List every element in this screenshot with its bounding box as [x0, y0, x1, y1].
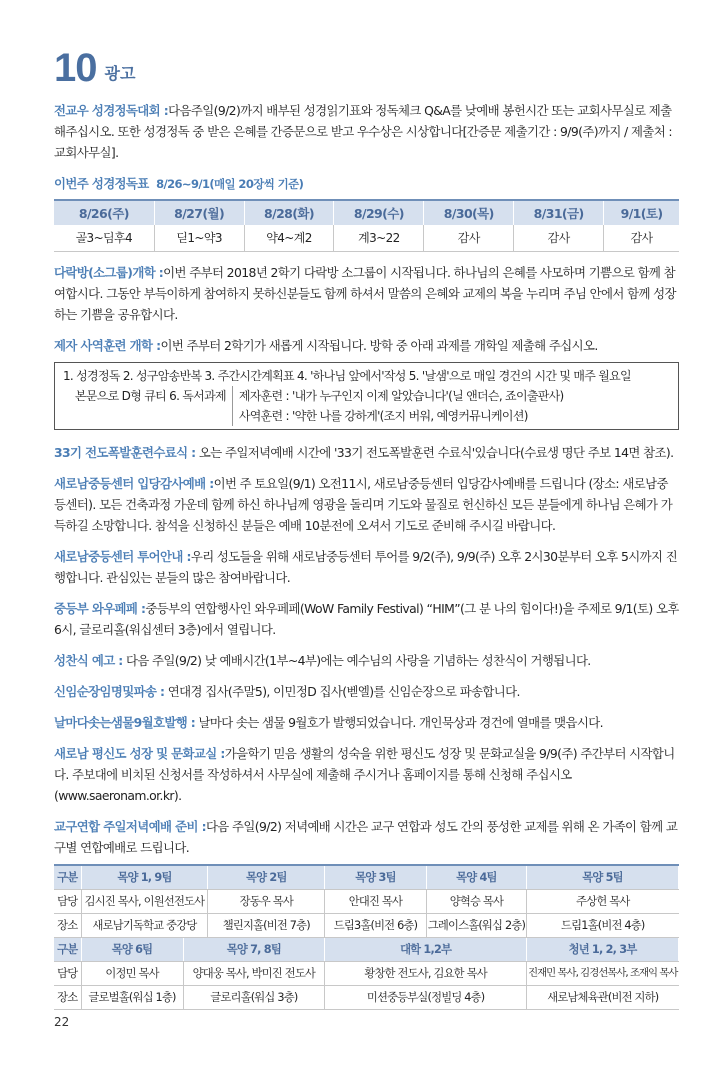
training-list — [232, 386, 564, 426]
training-item: 사역훈련 : '약한 나를 강하게'(조지 버워, 예영커뮤니케이션) — [238, 409, 528, 423]
table-row — [54, 890, 679, 914]
announcement-school — [54, 743, 679, 806]
table-header: 8/28(화) — [244, 200, 334, 225]
announcements — [54, 100, 679, 1010]
table-cell: 주상헌 목사 — [527, 890, 679, 914]
row-label: 장소 — [54, 914, 81, 938]
announcement-reading-contest — [54, 100, 679, 163]
table-header: 목양 5팀 — [527, 865, 679, 890]
reading-schedule-table — [54, 199, 679, 252]
table-cell: 글로벌홀(워십 1층) — [81, 986, 183, 1010]
announcement-body: 다음 주일(9/2) 저녁예배 시간은 교구 연합과 성도 간의 풍성한 교제를 위해 온 가족이 함께 교구별 연합예배로 드립니다. — [54, 819, 678, 855]
table-cell: 챌린지홀(비전 7층) — [208, 914, 325, 938]
announcement-body: 이번 주 토요일(9/1) 오전11시, 새로남중등센터 입당감사예배를 드립니다 (장소: 새로남중등센터). 모든 건축과정 가운데 함께 하신 하나님께 영광을 돌리며 기도와 물질로 헌신하신 모든 분들에게 하나님 은혜가 가득하길 소망합니다. 참석을 신청하신 분들은 예배 10분전에 오셔서 기도로 준비해 주시길 바랍니다. — [54, 476, 673, 533]
table-cell: 장동우 목사 — [208, 890, 325, 914]
announcement-body: 연대경 집사(주말5), 이민정D 집사(벧엘)를 신임순장으로 파송합니다. — [167, 684, 520, 699]
reading-note: 8/26~9/1(매일 20장씩 기준) — [156, 177, 304, 191]
table-header: 목양 3팀 — [325, 865, 427, 890]
announcement-title: 날마다솟는샘물9월호발행 : — [54, 715, 196, 730]
assignment-line: 1. 성경정독 2. 성구암송반복 3. 주간시간계획표 4. '하나님 앞에서'작성 5. '날샘'으로 매일 경건의 시간 및 매주 월요일 — [63, 369, 631, 383]
row-label: 담당 — [54, 890, 81, 914]
reading-title: 이번주 성경정독표 — [54, 176, 149, 191]
table-header: 목양 6팀 — [81, 938, 183, 962]
announcement-title: 신임순장임명및파송 : — [54, 684, 165, 699]
announcement-body: 다음 주일(9/2) 낮 예배시간(1부~4부)에는 예수님의 사랑을 기념하는 성찬식이 거행됩니다. — [125, 653, 591, 668]
announcement-body: 이번 주부터 2018년 2학기 다락방 소그룹이 시작됩니다. 하나님의 은혜를 사모하며 기쁨으로 함께 참여합시다. 그동안 부득이하게 참여하지 못하신분들도 함께 하셔서 말씀의 은혜와 교제의 복을 누리며 주님 안에서 함께 성장하는 기쁨을 공유합시다. — [54, 265, 676, 322]
table-row — [54, 225, 679, 252]
announcement-darakbang — [54, 262, 679, 325]
table-cell: 새로남체육관(비전 지하) — [527, 986, 679, 1010]
table-cell: 약4~계2 — [244, 225, 334, 252]
training-item: 제자훈련 : '내가 누구인지 이제 알았습니다'(닐 앤더슨, 죠이출판사) — [238, 389, 564, 403]
announcement-body: 날마다 솟는 샘물 9월호가 발행되었습니다. 개인묵상과 경건에 열매를 맺읍시다. — [198, 715, 603, 730]
table-cell: 이정민 목사 — [81, 962, 183, 986]
table-header-row — [54, 200, 679, 225]
table-header: 목양 4팀 — [426, 865, 526, 890]
table-cell: 글로리홀(워십 3층) — [183, 986, 325, 1010]
announcement-graduation — [54, 442, 679, 463]
announcement-title: 새로남중등센터 입당감사예배 : — [54, 476, 214, 491]
table-header: 구분 — [54, 865, 81, 890]
announcement-thanks-service — [54, 473, 679, 536]
section-header — [54, 48, 135, 88]
assignment-line: 본문으로 D형 큐티 6. 독서과제 — [75, 389, 226, 403]
table-cell: 계3~22 — [334, 225, 424, 252]
table-header: 8/30(목) — [424, 200, 514, 225]
row-label: 장소 — [54, 986, 81, 1010]
announcement-body: 다음주일(9/2)까지 배부된 성경읽기표와 정독체크 Q&A를 낮예배 봉헌시간 또는 교회사무실로 제출해주십시오. 또한 성경정독 중 받은 은혜를 간증문으로 받고 우수상은 시상합니다[간증문 제출기간 : 9/9(주)까지 / 제출처 : 교회사무실]. — [54, 103, 672, 160]
table-row — [54, 986, 679, 1010]
announcement-spring — [54, 712, 679, 733]
announcement-body: 중등부의 연합행사인 와우페페(WoW Family Festival) “HIM”(그 분 나의 힘이다!)을 주제로 9/1(토) 오후 6시, 글로리홀(워십센터 3층)에서 열립니다. — [54, 601, 679, 637]
announcement-body: 오는 주일저녁예배 시간에 '33기 전도폭발훈련 수료식'있습니다(수료생 명단 주보 14면 참조). — [198, 445, 674, 460]
table-cell: 드림1홀(비전 4층) — [527, 914, 679, 938]
table-header: 대학 1,2부 — [325, 938, 527, 962]
table-cell: 황창한 전도사, 김요한 목사 — [325, 962, 527, 986]
assignment-box — [54, 362, 679, 430]
announcement-title: 제자 사역훈련 개학 : — [54, 338, 161, 353]
announcement-title: 33기 전도폭발훈련수료식 : — [54, 445, 196, 460]
assignment-row — [63, 386, 670, 426]
announcement-title: 교구연합 주일저녁예배 준비 : — [54, 819, 206, 834]
table-header: 목양 2팀 — [208, 865, 325, 890]
table-row — [54, 962, 679, 986]
table-row — [54, 914, 679, 938]
table-header: 8/29(수) — [334, 200, 424, 225]
announcement-communion — [54, 650, 679, 671]
section-title: 광고 — [104, 64, 136, 83]
announcement-title: 성찬식 예고 : — [54, 653, 123, 668]
table-cell: 미션중등부실(정빌딩 4층) — [325, 986, 527, 1010]
table-header: 8/31(금) — [514, 200, 604, 225]
announcement-body: 가을학기 믿음 생활의 성숙을 위한 평신도 성장 및 문화교실을 9/9(주) 주간부터 시작합니다. 주보대에 비치된 신청서를 작성하셔서 사무실에 제출해 주시거나 홈페이지를 통해 신청해 주십시오 (www.saeronam.or.kr). — [54, 746, 675, 803]
table-header: 구분 — [54, 938, 81, 962]
table-cell: 골3~딤후4 — [54, 225, 154, 252]
table-header: 8/26(주) — [54, 200, 154, 225]
table-cell: 드림3홀(비전 6층) — [325, 914, 427, 938]
table-cell: 그레이스홀(워십 2층) — [426, 914, 526, 938]
announcement-body: 이번 주부터 2학기가 새롭게 시작됩니다. 방학 중 아래 과제를 개학일 제출해 주십시오. — [160, 338, 598, 353]
table-cell: 안대진 목사 — [325, 890, 427, 914]
announcement-disciple — [54, 335, 679, 356]
table-header: 9/1(토) — [604, 200, 679, 225]
announcement-title: 새로남중등센터 투어안내 : — [54, 549, 191, 564]
announcement-body: 우리 성도들을 위해 새로남중등센터 투어를 9/2(주), 9/9(주) 오후 2시30분부터 오후 5시까지 진행합니다. 관심있는 분들의 많은 참여바랍니다. — [54, 549, 678, 585]
announcement-joint-service — [54, 816, 679, 858]
row-label: 담당 — [54, 962, 81, 986]
page-number: 22 — [54, 1015, 70, 1029]
service-table — [54, 864, 679, 1010]
announcement-title: 전교우 성경정독대회 : — [54, 103, 169, 118]
table-header-row — [54, 938, 679, 962]
table-cell: 새로남기독학교 중강당 — [81, 914, 208, 938]
reading-schedule-title — [54, 173, 679, 195]
table-cell: 양혁승 목사 — [426, 890, 526, 914]
table-cell: 딛1~약3 — [154, 225, 244, 252]
announcement-title: 중등부 와우페페 : — [54, 601, 146, 616]
table-header: 목양 1, 9팀 — [81, 865, 208, 890]
table-header: 목양 7, 8팀 — [183, 938, 325, 962]
table-cell: 진재민 목사, 김경선목사, 조재익 목사 — [527, 962, 679, 986]
table-header-row — [54, 865, 679, 890]
table-header: 청년 1, 2, 3부 — [527, 938, 679, 962]
table-cell: 감사 — [604, 225, 679, 252]
announcement-title: 다락방(소그룹)개학 : — [54, 265, 164, 280]
announcement-title: 새로남 평신도 성장 및 문화교실 : — [54, 746, 225, 761]
table-cell: 김시진 목사, 이원선전도사 — [81, 890, 208, 914]
table-header: 8/27(월) — [154, 200, 244, 225]
table-cell: 감사 — [424, 225, 514, 252]
section-number: 10 — [54, 46, 97, 90]
announcement-appointment — [54, 681, 679, 702]
table-cell: 양대웅 목사, 박미진 전도사 — [183, 962, 325, 986]
announcement-tour — [54, 546, 679, 588]
announcement-wow — [54, 598, 679, 640]
table-cell: 감사 — [514, 225, 604, 252]
